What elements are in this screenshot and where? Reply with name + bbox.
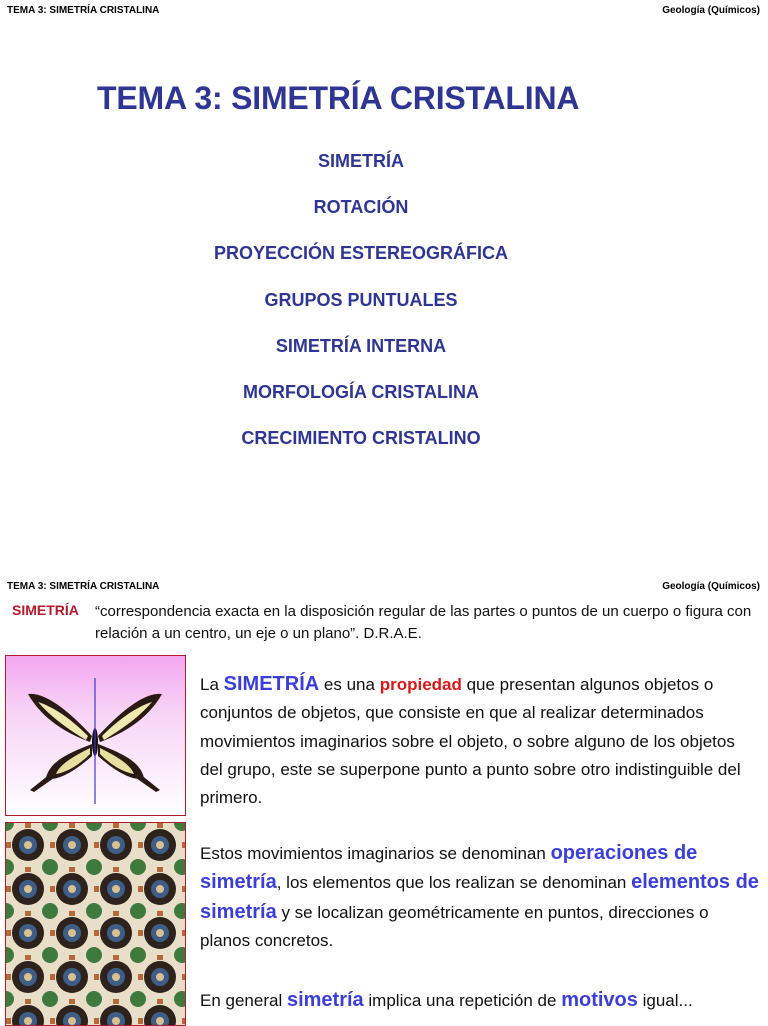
p3-keyword-simetria: simetría [286,989,364,1011]
p3-text-b: implica una repetición de [363,991,562,1010]
definition-term: SIMETRÍA [12,602,79,618]
p2-keyword-elementos: elementos de simetría [200,871,759,923]
p3-text-a: En general [200,991,287,1010]
toc-item-simetria-interna: SIMETRÍA INTERNA [275,335,447,356]
toc-item-rotacion: ROTACIÓN [313,197,409,218]
toc-item-morfologia: MORFOLOGÍA CRISTALINA [243,381,479,402]
paragraph-repeticion [200,986,760,1015]
page1-header-left: TEMA 3: SIMETRÍA CRISTALINA [7,5,160,16]
page2-header-left: TEMA 3: SIMETRÍA CRISTALINA [7,581,160,592]
p2-keyword-operaciones: operaciones de simetría [200,842,698,894]
p1-text-a: La [200,675,224,694]
paragraph-simetria-definition [200,670,760,812]
p1-text-c: que presentan algunos objetos o conjuntos de objetos, que consiste en que al realizar determinados movimientos imaginarios sobre el objeto, o sobre alguno de los objetos del grupo, este se superpone punto a punto sobre otro indistinguible del primero. [200,675,741,808]
p1-keyword-propiedad: propiedad [379,675,462,694]
p3-text-c: igual... [637,991,693,1010]
table-of-contents [0,148,722,471]
p1-text-b: es una [319,675,380,694]
p2-text-b: , los elementos que los realizan se denominan [276,873,632,893]
toc-item-crecimiento: CRECIMIENTO CRISTALINO [241,428,481,449]
p2-text-a: Estos movimientos imaginarios se denominan [200,844,551,863]
butterfly-image [5,655,186,816]
p2-text-c: y se localizan geométricamente en puntos, direcciones o planos concretos. [200,902,709,950]
p3-keyword-motivos: motivos [561,989,638,1011]
tile-mosaic-image [5,822,186,1026]
page-title: TEMA 3: SIMETRÍA CRISTALINA [97,80,580,116]
toc-item-simetria: SIMETRÍA [317,151,404,171]
page2-header-right: Geología (Químicos) [662,581,760,592]
p1-keyword-simetria: SIMETRÍA [223,673,320,695]
toc-item-proyeccion: PROYECCIÓN ESTEREOGRÁFICA [213,243,509,264]
paragraph-operaciones [200,839,760,955]
definition-text: “correspondencia exacta en la disposición regular de las partes o puntos de un cuerpo o figura con relación a un centro, un eje o un plano”. D.R.A.E. [95,603,752,642]
toc-item-grupos: GRUPOS PUNTUALES [264,289,458,310]
page1-header-right: Geología (Químicos) [662,5,760,16]
